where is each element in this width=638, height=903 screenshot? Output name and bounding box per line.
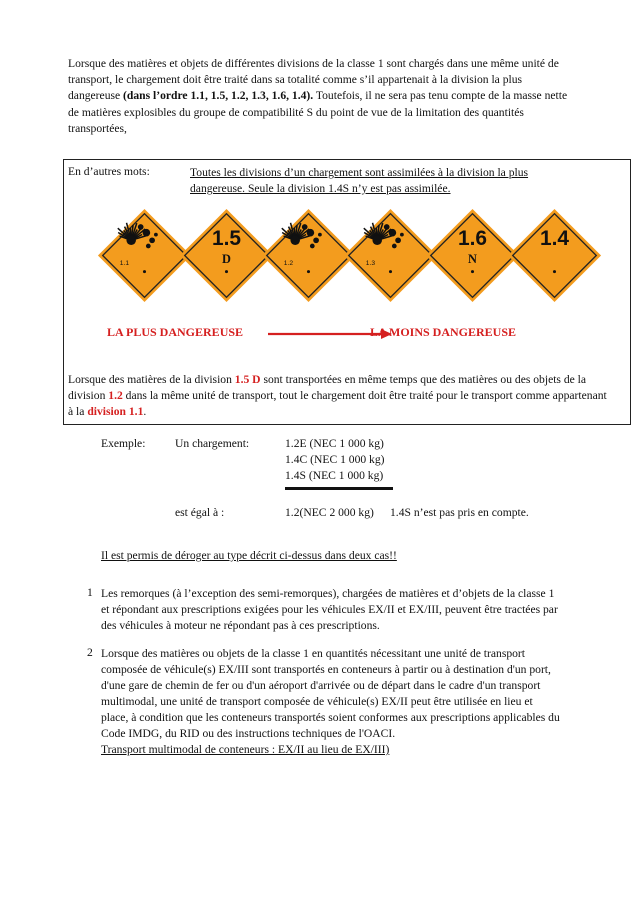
example-load-label: Un chargement: [175,437,250,450]
summary-box [63,159,631,425]
para-red-1-2: 1.2 [108,389,123,403]
placard-1-2 [261,208,356,303]
placard-division-label: 1.2 [283,260,294,267]
placard-compat-letter: D [222,252,231,267]
box-underlined-text: Toutes les divisions d’un chargement sont assimilées à la division la plus dangereuse. Seule la division 1.4S n’y est pas assimilée. [190,166,529,195]
item-1-number: 1 [87,586,93,599]
placard-division-number: 1.6 [457,227,488,251]
derogation-title: Il est permis de déroger au type décrit ci-dessus dans deux cas!! [101,549,397,562]
para-text-c: dans la même unité de transport, tout le chargement doit être traité pour le transport comme appartenant à la [68,389,607,419]
para-text-a: Lorsque des matières de la division [68,373,235,386]
example-equals-label: est égal à : [175,506,225,519]
placard-division-label: 1.1 [119,260,130,267]
example-note: 1.4S n’est pas pris en compte. [390,506,529,519]
placard-1-3 [343,208,438,303]
item-2-number: 2 [87,646,93,659]
placard-division-number: 1.4 [539,227,570,251]
item-2-text: Lorsque des matières ou objets de la classe 1 en quantités nécessitant une unité de transport composée de véhicule(s) EX/III sont transportés en conteneurs à partir ou à destination d'un port, d'une gare de chemin de fer ou d'un aéroport d'arrivée ou de départ dans le cadre d'un transport multimodal, une unité de transport composée de véhicule(s) EX/II peut être utilisée en lieu et place, à condition que les conteneurs transportés soient conformes aux prescriptions applicables du Code IMDG, du RID ou des instructions techniques de l'OACI. [101,647,560,740]
para-red-1-5d: 1.5 D [234,373,261,386]
example-result: 1.2(NEC 2 000 kg) [285,506,374,519]
para-text-d: . [143,405,147,419]
danger-scale [64,323,630,345]
placard-1-5 [179,208,274,303]
intro-text-2: Toutefois, il ne sera pas tenu compte de la masse nette de matières explosibles du groupe de compatibilité S du point de vue de la limitation des quantités transportées, [68,89,568,135]
placard-1-4 [507,208,602,303]
least-dangerous-label: LA MOINS DANGEREUSE [370,325,517,339]
para-red-division-1-1: division 1.1 [87,405,144,419]
intro-bold-order: (dans l’ordre 1.1, 1.5, 1.2, 1.3, 1.6, 1.4). [123,89,314,103]
example-item-2: 1.4C (NEC 1 000 kg) [285,453,385,466]
para-text-b: sont transportées en même temps que des matières ou des objets de la division [68,373,587,403]
placard-compat-letter: N [468,252,477,267]
placard-1-1 [97,208,192,303]
item-2-underlined: Transport multimodal de conteneurs : EX/II au lieu de EX/III) [101,743,390,756]
sum-divider [285,487,393,490]
most-dangerous-label: LA PLUS DANGEREUSE [107,325,244,339]
intro-paragraph [68,56,568,137]
example-item-3: 1.4S (NEC 1 000 kg) [285,469,384,482]
placard-division-label: 1.3 [365,260,376,267]
derogation-item-1: Les remorques (à l’exception des semi-remorques), chargées de matières et d’objets de la classe 1 et répondant aux prescriptions exigées pour les véhicules EX/II et EX/III, peuvent être tractées par des véhicules à moteur ne répondant pas à ces prescriptions. [101,587,558,632]
derogation-item-2 [101,646,561,758]
placard-1-6 [425,208,520,303]
placard-division-number: 1.5 [211,227,242,251]
placard-row [97,208,607,328]
box-label: En d’autres mots: [68,165,150,178]
intro-text-1: Lorsque des matières et objets de différentes divisions de la classe 1 sont chargés dans une même unité de transport, le chargement doit être traité dans sa totalité comme s’il appartenait à la division la plus dangereuse [68,57,559,103]
example-label: Exemple: [101,437,146,450]
example-item-1: 1.2E (NEC 1 000 kg) [285,437,384,450]
box-paragraph [68,372,608,421]
